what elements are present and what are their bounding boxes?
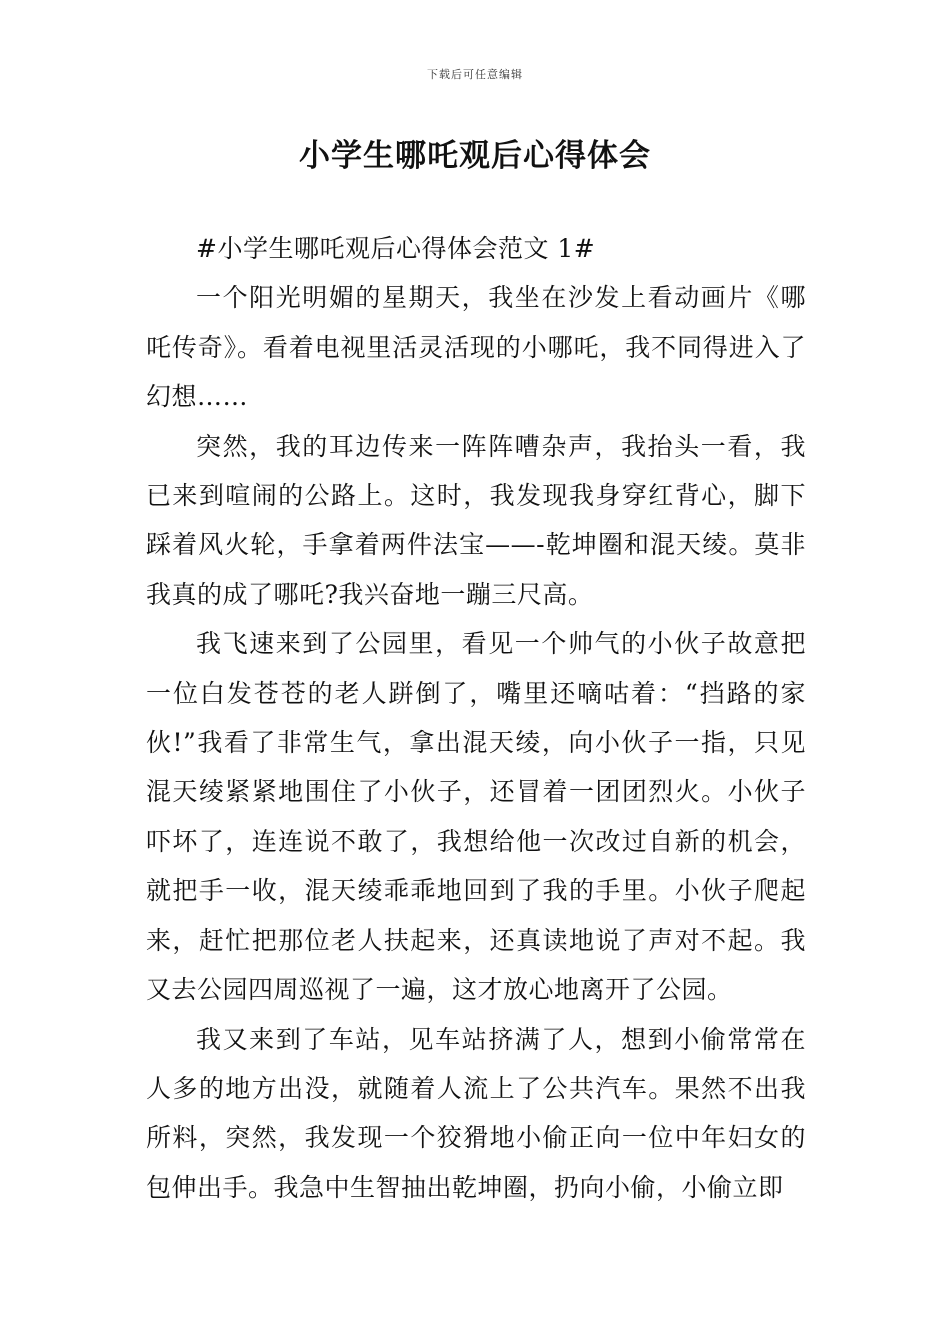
header-note: 下载后可任意编辑	[427, 68, 523, 81]
paragraph-3: 我飞速来到了公园里，看见一个帅气的小伙子故意把一位白发苍苍的老人跰倒了，嘴里还嘀咕着：“挡路的家伙!”我看了非常生气，拿出混天绫，向小伙子一指，只见混天绫紧紧地围住了小伙子，还冒着一团团烈火。小伙子吓坏了，连连说不敢了，我想给他一次改过自新的机会，就把手一收，混天绫乖乖地回到了我的手里。小伙子爬起来，赶忙把那位老人扶起来，还真读地说了声对不起。我又去公园四周巡视了一遍，这才放心地离开了公园。	[146, 629, 806, 1005]
paragraph-4: 我又来到了车站，见车站挤满了人，想到小偷常常在人多的地方出没，就随着人流上了公共汽车。果然不出我所料，突然，我发现一个狡猾地小偷正向一位中年妇女的包伸出手。我急中生智抽出乾坤圈，扔向小偷，小偷立即	[146, 1024, 806, 1202]
document-body	[146, 224, 806, 1212]
section-heading: #小学生哪吒观后心得体会范文 1#	[196, 234, 596, 263]
paragraph-2: 突然，我的耳边传来一阵阵嘈杂声，我抬头一看，我已来到喧闹的公路上。这时，我发现我身穿红背心，脚下踩着风火轮，手拿着两件法宝——-乾坤圈和混天绫。莫非我真的成了哪吒?我兴奋地一蹦三尺高。	[146, 431, 806, 609]
document-title: 小学生哪吒观后心得体会	[299, 138, 651, 174]
paragraph-1: 一个阳光明媚的星期天，我坐在沙发上看动画片《哪吒传奇》。看着电视里活灵活现的小哪吒，我不同得进入了幻想……	[146, 283, 806, 412]
